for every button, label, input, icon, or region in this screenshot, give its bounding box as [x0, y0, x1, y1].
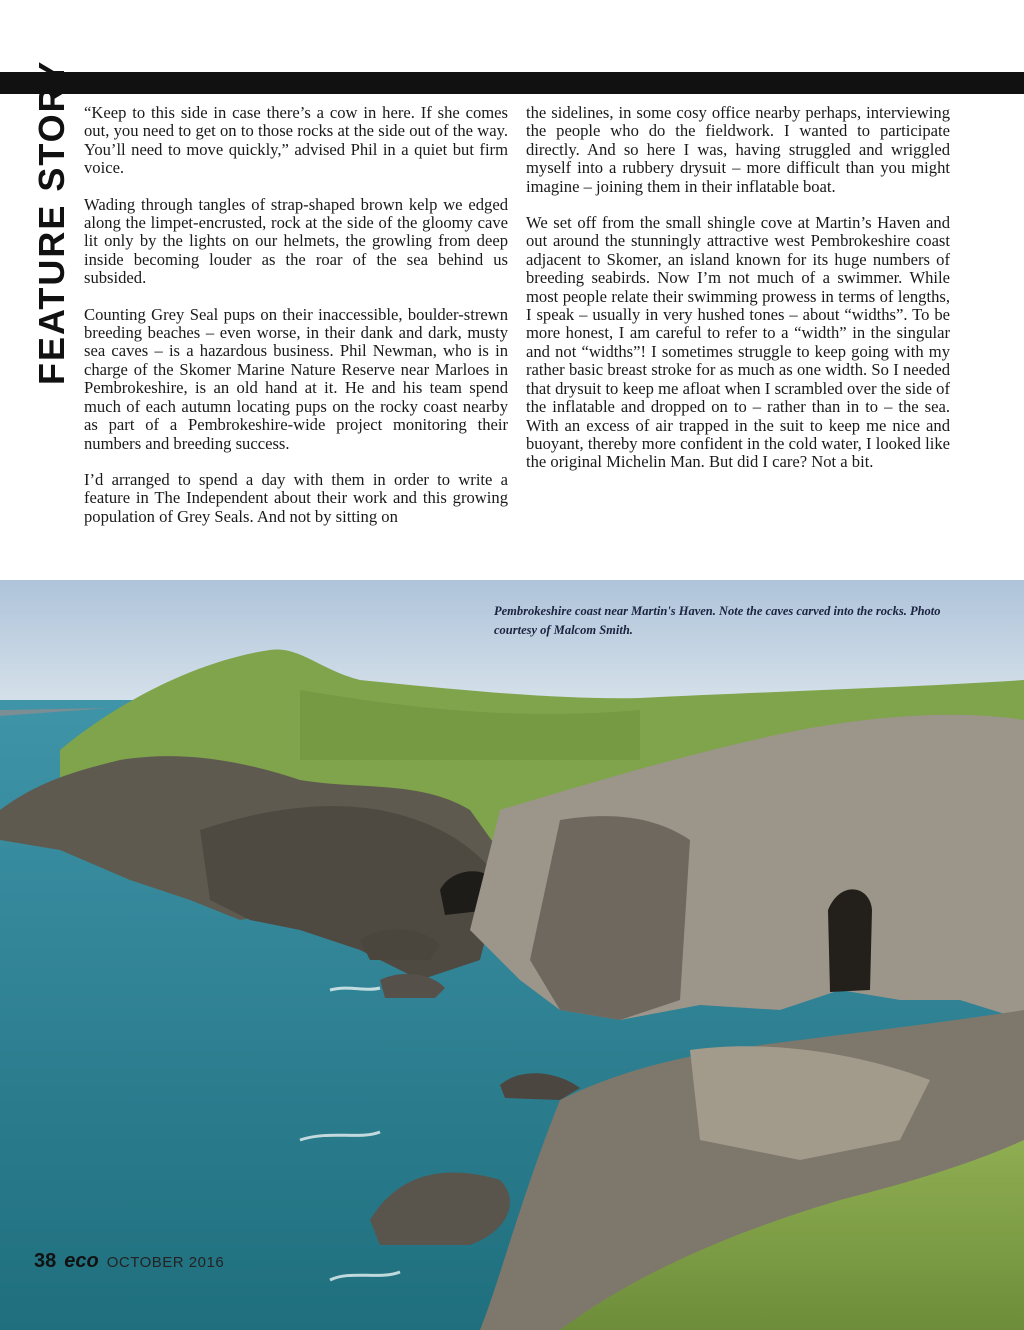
section-label-text: FEATURE STORY: [31, 59, 72, 385]
photo-caption: Pembrokeshire coast near Martin's Haven. Note the caves carved into the rocks. Photo courtesy of Malcom Smith.: [494, 604, 941, 637]
coast-photo: [0, 580, 1024, 1330]
article-column-left: [84, 104, 508, 544]
paragraph: I’d arranged to spend a day with them in order to write a feature in The Independent about their work and this growing population of Grey Seals. And not by sitting on: [84, 469, 508, 526]
paragraph: the sidelines, in some cosy office nearby perhaps, interviewing the people who do the fieldwork. I wanted to participate directly. And so here I was, having struggled and wriggled myself into a rubbery drysuit – more difficult than you might imagine – joining them in their inflatable boat.: [526, 103, 950, 196]
article-column-right: [526, 104, 950, 490]
cave-right: [828, 889, 872, 992]
paragraph: Counting Grey Seal pups on their inaccessible, boulder-strewn breeding beaches – even worse, in their dank and dark, musty sea caves – is a hazardous business. Phil Newman, who is in charge of the Skomer Marine Nature Reserve near Marloes in Pembrokeshire, is an old hand at it. He and his team spend much of each autumn locating pups on the rocky coast nearby as part of a Pembrokeshire-wide project monitoring their numbers and breeding success.: [84, 304, 508, 453]
page-footer: [34, 1250, 224, 1273]
paragraph: “Keep to this side in case there’s a cow in here. If she comes out, you need to get on to those rocks at the side out of the way. You’ll need to move quickly,” advised Phil in a quiet but firm voice.: [84, 103, 508, 178]
issue-date: OCTOBER 2016: [106, 1254, 225, 1271]
paragraph: We set off from the small shingle cove at Martin’s Haven and out around the stunningly attractive west Pembrokeshire coast adjacent to Skomer, an island known for its huge numbers of breeding seabirds. Now I’m not much of a swimmer. While most people relate their swimming prowess in terms of lengths, I speak – usually in very hushed tones – about “widths”. To be more honest, I am careful to refer to a “width” in the singular and not “widths”! I sometimes struggle to keep going with my rather basic breast stroke for as much as one width. So I needed that drysuit to keep me afloat when I scrambled over the side of the inflatable and dropped on to – rather than in to – the sea. With an excess of air trapped in the suit to keep me nice and buoyant, thereby more confident in the cold water, I looked like the original Michelin Man. But did I care? Not a bit.: [526, 213, 950, 472]
header-rule: [0, 72, 1024, 94]
page-number: 38: [34, 1250, 57, 1272]
paragraph: Wading through tangles of strap-shaped brown kelp we edged along the limpet-encrusted, rock at the side of the gloomy cave lit only by the lights on our helmets, the growling from deep inside becoming louder as the roar of the sea behind us subsided.: [84, 194, 508, 288]
magazine-logo: eco: [64, 1250, 99, 1272]
section-label: [32, 25, 72, 385]
